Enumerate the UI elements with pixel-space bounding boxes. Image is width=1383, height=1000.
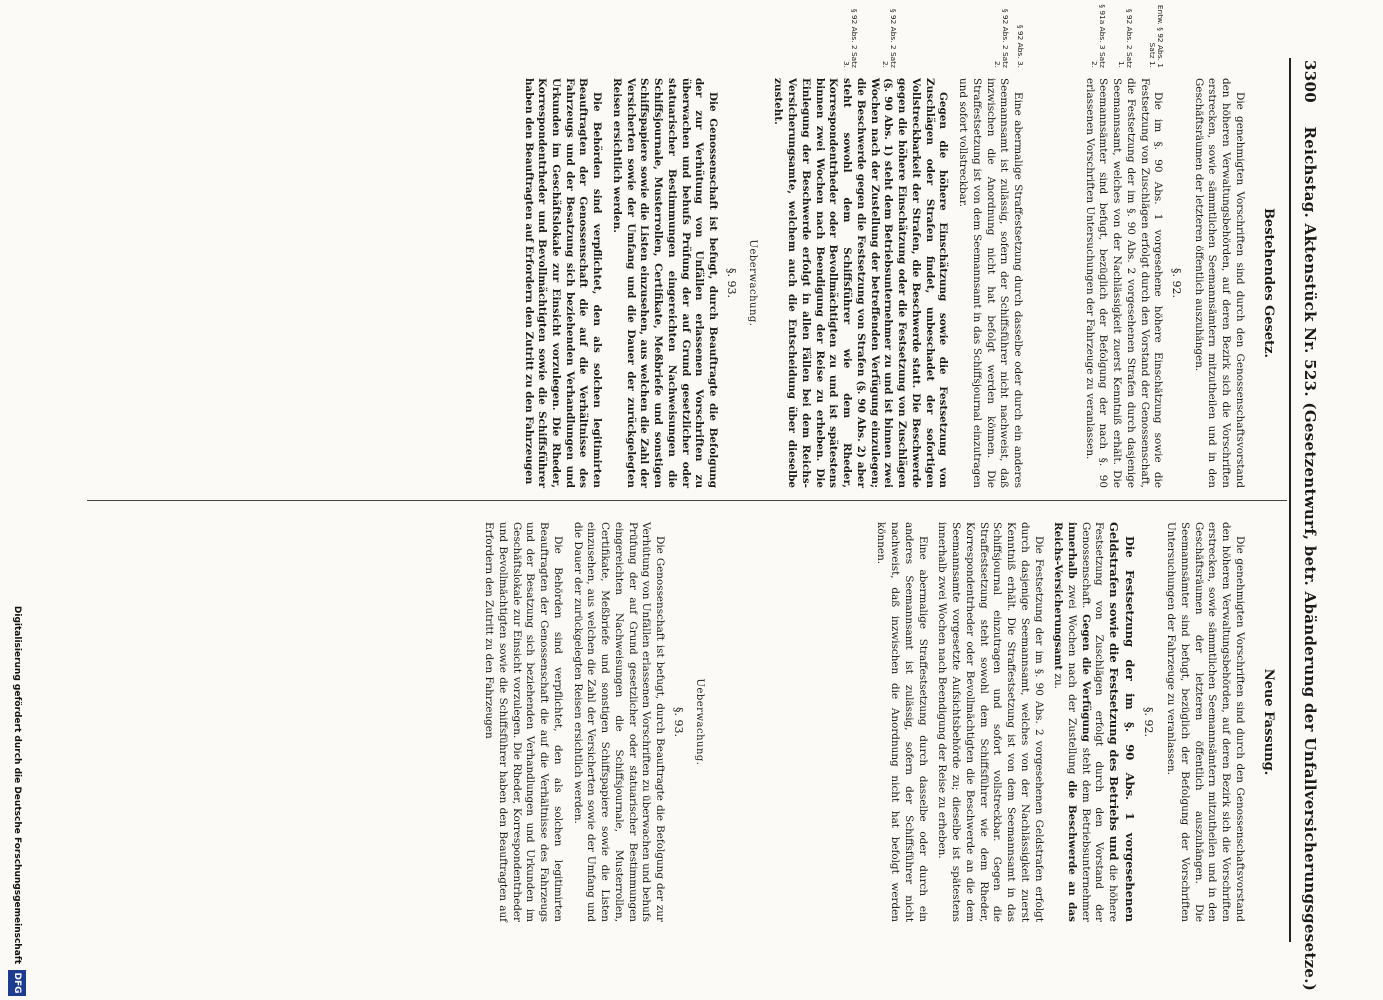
text-run: zu. [1052, 673, 1065, 689]
margin-note: § 92 Abs. 2 Satz 2. [880, 8, 899, 68]
margin-note: § 91a Abs. 3 Satz 2. [1089, 4, 1108, 68]
page-number: 3300 [1301, 60, 1319, 103]
digitization-credit-strip [0, 0, 28, 1000]
page-header [1291, 60, 1319, 992]
margin-notes [1083, 2, 1164, 68]
dfg-credit-text: Digitalisierung gefördert durch die Deutsche Forschungsgemeinschaft [12, 605, 22, 964]
margin-note: § 92 Abs. 2 Satz 2. [992, 8, 1011, 68]
paragraph: Eine abermalige Straffestsetzung durch dasselbe oder durch ein anderes Seemannsamt ist zulässig, sofern der Schiffsführer nicht nachweist, daß inzwischen die Anordnung nicht hat befolgt werden können. Die Straffestsetzung ist von dem Seemannsamt in das Schiffsjournal einzutragen und sofort vollstreckbar. [957, 78, 1024, 488]
paragraph-bold: Gegen die höhere Einschätzung sowie die Festsetzung von Zuschlägen oder Strafen findet, unbeschadet der sofortigen Vollstreckbarkeit der Strafen, die Beschwerde statt. Die Beschwerde gegen die höhere Einschätzung oder die Festsetzung von Zuschlägen (§. 90 Abs. 1) steht dem Betriebsunternehmer zu und ist binnen zwei Wochen nach der Zustellung der betreffenden Verfügung einzulegen; die Beschwerde gegen die Festsetzung von Strafen (§. 90 Abs. 2) aber steht sowohl dem Schiffsführer wie dem Rheder, Korrespondentrheder oder Bevollmächtigten zu und ist spätestens binnen zwei Wochen nach Beendigung der Reise zu erheben. Die Einlegung der Beschwerde erfolgt in allen Fällen bei dem Reichs-Versicherungsamte, welchem auch die Entscheidung über dieselbe zusteht. [772, 78, 950, 488]
margin-note: § 92 Abs. 3. [1015, 24, 1025, 68]
column-new-version [475, 522, 1279, 922]
paragraph-bold: Die Behörden sind verpflichtet, den als solchen legitimirten Beauftragten der Genossenschaft die auf die Verhältnisse des Fahrzeugs und der Besatzung sich beziehenden Verhandlungen und Urkunden im Geschäftslokale zur Einsicht vorzulegen. Die Rheder, Korrespondentrheder und Bevollmächtigten sowie die Schiffsführer haben den Beauftragten auf Erfordern den Zutritt zu den Fahrzeugen [522, 78, 604, 488]
margin-note: § 92 Abs. 2 Satz 1. [1116, 8, 1135, 68]
column-title-existing: Bestehendes Gesetz. [1261, 207, 1276, 359]
bold-phrase: innerhalb [1065, 522, 1078, 579]
column-divider [87, 500, 1287, 501]
margin-notes [835, 2, 897, 68]
dfg-logo: DFG [8, 970, 26, 996]
bold-phrase: Gegen die Verfügung [1079, 614, 1092, 742]
margin-note: § 92 Abs. 2 Satz 3. [841, 8, 860, 68]
text-run: die höhere Festsetzung von Zuschlägen erfolgt durch den Vorstand der Genossenschaft. [1079, 522, 1120, 922]
text-run: zwei Wochen nach der Zustellung [1065, 584, 1078, 775]
header-rule [1289, 58, 1291, 942]
spacer [718, 522, 868, 922]
paragraph: Eine abermalige Straffestsetzung durch dasselbe oder durch ein anderes Seemannsamt ist zulässig, sofern der Schiffsführer nicht nachweist, daß inzwischen die Anordnung nicht hat befolgt werden können. [875, 522, 929, 922]
paragraph: Die im §. 90 Abs. 1 vorgesehene höhere Einschätzung sowie die Festsetzung von Zuschlägen erfolgt durch den Vorstand der Genossenschaft, die Festsetzung der im §. 90 Abs. 2 vorgesehenen Strafen durch dasjenige Seemannsamt, welches von der Nachlässigkeit zuerst Kenntniß erhält. Die Seemannsämter sind befugt, bezüglich der Befolgung der nach §. 90 erlassenen Vorschriften Untersuchungen der Fahrzeuge zu veranlassen. [1083, 78, 1165, 488]
paragraph: Die genehmigten Vorschriften sind durch den Genossenschaftsvorstand den höheren Verwaltungsbehörden, auf deren Bezirk sich die Vorschriften erstrecken, sowie sämmtlichen Seemannsämtern mitzutheilen und in den Geschäftsräumen der letzteren öffentlich auszuhängen. [1192, 78, 1246, 488]
paragraph: Die genehmigten Vorschriften sind durch den Genossenschaftsvorstand den höheren Verwaltungsbehörden, auf deren Bezirk sich die Vorschriften erstrecken, sowie sämmtlichen Seemannsämtern mitzutheilen und in den Geschäftsräumen der letzteren öffentlich auszuhängen. Die Seemannsämter sind befugt, bezüglich der Befolgung der Vorschriften Untersuchungen der Fahrzeuge zu veranlassen. [1165, 522, 1246, 922]
column-existing-law [515, 4, 1279, 488]
margin-note: Entw. § 92 Abs. 1 Satz 1. [1147, 4, 1166, 68]
section-heading-93: §. 93. [724, 268, 738, 298]
margin-notes [986, 2, 1024, 68]
paragraph: Die Behörden sind verpflichtet, den als solchen legitimirten Beauftragten der Genossenschaft die auf die Verhältnisse des Fahrzeugs und der Besatzung sich beziehenden Verhandlungen und Urkunden im Geschäftslokale zur Einsicht vorzulegen. Die Rheder, Korrespondentrheder und Bevollmächtigten sowie die Schiffsführer haben den Beauftragten auf Erfordern den Zutritt zu den Fahrzeugen [483, 522, 564, 922]
section-heading-92: §. 92. [1169, 268, 1183, 298]
page-title: Reichstag. Aktenstück Nr. 523. (Gesetzentwurf, betr. Abänderung der Unfallversicherungsgesetze.) [1301, 126, 1319, 992]
paragraph: Die Genossenschaft ist befugt, durch Beauftragte die Befolgung der zur Verhütung von Unfällen erlassenen Vorschriften zu überwachen und behufs Prüfung der auf Grund gesetzlicher oder statuarischer Bestimmungen eingereichten Nachweisungen die Schiffsjournale, Musterrollen, Certifikate, Meßbriefe und sonstigen Schiffspapiere sowie die Listen einzusehen, aus welchen die Zahl der Versicherten sowie der Umfang und die Dauer der zurückgelegten Reisen ersichtlich werden. [571, 522, 666, 922]
bold-phrase: die Beschwerde an das Reichs-Versicherungsamt [1052, 522, 1078, 922]
text-run: steht dem Betriebsunternehmer [1079, 747, 1092, 922]
bold-phrase: Die Festsetzung der im §. 90 Abs. 1 vorgesehenen Geldstrafen sowie die Festsetzung des Betriebs und [1107, 522, 1137, 922]
section-heading-92: §. 92. [1142, 707, 1156, 737]
paragraph-mixed [1051, 522, 1137, 922]
spacer [1024, 78, 1076, 488]
section-heading-93: §. 93. [671, 707, 685, 737]
subheading-ueberwachung: Ueberwachung. [746, 239, 758, 327]
subheading-ueberwachung: Ueberwachung. [693, 678, 705, 766]
column-title-new: Neue Fassung. [1261, 668, 1276, 776]
paragraph: Die Festsetzung der im §. 90 Abs. 2 vorgesehenen Geldstrafen erfolgt durch dasjenige Seemannsamt, welches von der Nachlässigkeit zuerst Kenntniß erhält. Die Straffestsetzung ist von dem Seemannsamt in das Schiffsjournal einzutragen und sofort vollstreckbar. Gegen die Straffestsetzung steht sowohl dem Schiffsführer wie dem Rheder, Korrespondentrheder oder Bevollmächtigten die Beschwerde an die dem Seemannsamte vorgesetzte Aufsichtsbehörde zu; dieselbe ist spätestens innerhalb zwei Wochen nach Beendigung der Reise zu erheben. [936, 522, 1045, 922]
paragraph-bold: Die Genossenschaft ist befugt, durch Beauftragte die Befolgung der zur Verhütung von Unfällen erlassenen Vorschriften zu überwachen und behufs Prüfung der auf Grund gesetzlicher oder statuarischer Bestimmungen eingereichten Nachweisungen die Schiffsjournale, Musterrollen, Certifikate, Meßbriefe und sonstigen Schiffspapiere sowie die Listen einzusehen, aus welchen die Zahl der Versicherten sowie der Umfang und die Dauer der zurückgelegten Reisen ersichtlich werden. [610, 78, 720, 488]
